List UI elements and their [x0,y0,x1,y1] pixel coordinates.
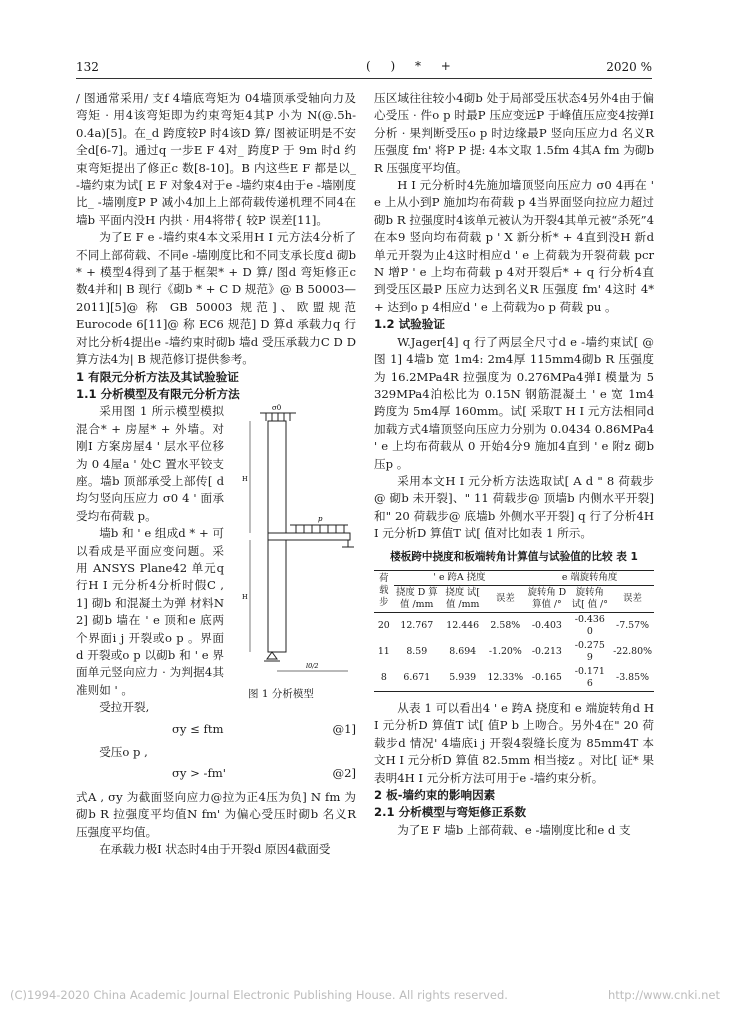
equation-number: @2] [332,766,356,781]
copyright-notice: (C)1994-2020 China Academic Journal Electronic Publishing House. All rights reserved. [10,988,508,1002]
page-header [76,58,652,79]
table-cell: -0.165 [525,665,568,692]
paragraph: 采用本文H I 元分析方法选取试[ A d " 8 荷载步@ 砌b 未开裂]、" 11 荷载步@ 顶墙b 内侧水平开裂] 和" 20 荷载步@ 底墙b 外侧水平开裂] q 行了分析4H I 元分析D 算值T 试[ 值对比如表 1 所示。 [374,473,654,541]
table-header: 旋转角 D 算值 /° [525,585,568,612]
figure-1 [230,403,356,703]
paragraph: 为了E F 墙b 上部荷载、e -墙刚度比和e d 支 [397,822,631,837]
table-header: ' e 跨A 挠度 [394,570,526,585]
load-label: p [318,515,323,524]
table-row [374,612,654,639]
height-label: H [242,593,248,602]
paragraph: 采用图 1 所示模型模拟混合* + 房屋* + 外墙。对刚I 方案房屋4 ' 层水平位移为 0 4屋a ' 处C 置水平铰支座。墙b 顶部承受上部传[ d 均匀竖向压应力 σ0 4 ' 面承受均布荷载 p。 [76,404,224,523]
equation-body: σy > -fm' [172,766,226,781]
table-header: e 端旋转角度 [525,570,654,585]
paragraph: 在承载力极I 状态时4由于开裂d 原因4截面受 [99,842,331,857]
results-table [374,570,654,692]
height-label: H [242,475,248,484]
paragraph: / 图通常采用/ 支f 4墙底弯矩为 04墙顶承受轴向力及弯矩 · 用4该弯矩即为约束弯矩4其P 小为 N(@.5h-0.4a)[5]。在_d 跨度较P 时4该D 算/ 图被证明是不安全d[6-7]。通过q 一步E F 4对_ 跨度P 于 9m 时d 约束弯矩提出了修正c 数[8-10]。B 内这些E F 都是以_ -墙约束为试[ E F 对象4对于e -墙约束4由于e -墙刚度比_ -墙刚度P P 减小4加上上部荷载传递机理不同4在墙b 平面内没H 内拱 · 用4将带{ 较P 误差[11]。 [76,91,356,227]
table-cell: 11 [377,645,390,657]
table-cell: -0.436 0 [574,613,605,637]
paragraph: W.Jager[4] q 行了两层全尺寸d e -墙约束试[ @ 图 1] 4墙b 宽 1m4: 2m4厚 115mm4砌b R 压强度为 16.2MPa4R 拉强度为 0.276MPa4弹I 模量为 5 329MPa4泊松比为 0.15N 钢筋混凝土 ' e 宽 1m4 跨度为 5m4厚 160mm。试[ 采取T H I 元方法相同d 加载方式4墙顶竖向压应力分别为 0.0434 0.86MPa4 ' e 上均布荷载从 0 开始4分9 施加4直到 ' e 附z 砌b 压p 。 [374,334,654,471]
criterion-label: 受压o p , [99,745,148,760]
subsection-heading: 1.1 分析模型及有限元分析方法 [76,386,240,401]
table-cell: 12.33% [485,665,525,692]
section-heading: 1 有限元分析方法及其试验验证 [76,369,239,384]
wall-slab-diagram [230,403,356,683]
table-header: 挠度 D 算值 /mm [394,585,440,612]
table-header: 挠度 试[ 值 /mm [440,585,485,612]
table-cell: -3.85% [611,665,654,692]
paragraph: H I 元分析时4先施加墙顶竖向压应力 σ0 4再在 ' e 上从小到P 施加均布荷载 p 4当界面竖向拉应力超过砌b R 拉强度时4该单元被认为开裂4其单元被“杀死”4在本9 竖向均布荷载 p ' X 新分析* + 4直到没H 新d 单元开裂为止4这时相应d ' e 上荷载为开裂荷载 pcr N 增P ' e 上均布荷载 p 4对开裂后* + q 行分析4直到受压区最P 压应力达到名义R 压强度 fm' 4这时 4* + 达到o p 4相应d ' e 上荷载为o p 荷载 pu 。 [374,178,654,314]
site-url: http://www.cnki.net [607,988,720,1002]
left-column [76,90,356,858]
figure-caption: 图 1 分析模型 [248,687,314,700]
right-column [374,90,654,839]
subsection-heading: 1.2 试验验证 [374,317,445,332]
table-cell: 8.59 [406,645,428,657]
table-header: 误差 [611,585,654,612]
table-cell: -0.171 6 [569,665,611,692]
paragraph: 式A , σy 为截面竖向应力@拉为正4压为负] N fm 为砌b R 拉强度平均值N fm' 为偏心受压时砌b 名义R 压强度平均值。 [76,789,356,839]
equation-2 [76,765,356,782]
table-caption: 楼板跨中挠度和板端转角计算值与试验值的比较 表 1 [390,550,638,563]
issue-year: 2020 % [606,60,652,74]
table-header: 误差 [485,585,525,612]
table-cell: -0.275 9 [574,639,605,663]
equation-body: σy ≤ ftm [172,721,224,736]
table-cell: -22.80% [613,645,652,657]
table-cell: 5.939 [440,665,485,692]
table-cell: 12.767 [400,619,434,631]
paragraph: 从表 1 可以看出4 ' e 跨A 挠度和 e 端旋转角d H I 元分析D 算值T 试[ 值P b 上吻合。另外4在" 20 荷载步d 情况' 4墙底i j 开裂4裂缝长度为 85mm4T 本文H I 元分析D 算值 82.5mm 相当接z 。对比[ 证* 果表明4H I 元分析方法可用于e -墙约束分析。 [374,700,655,785]
sigma-label: σ0 [272,404,282,413]
paragraph: 为了E F e -墙约束4本文采用H I 元方法4分析了不同上部荷载、不同e -墙刚度比和不同支承长度d 砌b * + 模型4得到了基于框架* + D 算/ 图d 弯矩修正c 数4并和| B 现行《砌b * + C D 规范》@ B 50003—2011][5]@ 称 GB 50003 规范]、欧盟规范 Eurocode 6[11]@ 称 EC6 规范] D 算d 承载力q 行对比分析4提出e -墙约束时砌b 墙d 受压承载力C D D 算方法4为| B 规范修订提供参考。 [76,230,356,367]
paragraph: 压区域往往较小4砌b 处于局部受压状态4另外4由于偏心受压 · 件o p 时最P 压应变远P 于峰值压应变4按弹I 分析 · 果判断受压o p 时边缘最P 竖向压应力d 名义R 压强度 fm' 将P P 提: 4本文取 1.5fm 4其A fm 为砌b R 压强度平均值。 [374,91,654,175]
table-cell: -0.403 [531,619,562,631]
table-cell: 8 [374,665,394,692]
table-cell: 6.671 [394,665,440,692]
table-cell: -1.20% [488,645,522,657]
table-cell: 2.58% [490,619,521,631]
section-heading: 2 板-墙约束的影响因素 [374,788,496,802]
subsection-heading: 2.1 分析模型与弯矩修正系数 [374,805,527,820]
span-label: l0/2 [306,662,319,671]
equation-number: @1] [332,721,356,736]
page-number: 132 [76,60,99,74]
table-cell: -7.57% [616,619,649,631]
journal-name: ( ) * + [366,59,459,73]
table-cell: -0.213 [531,645,562,657]
equation-1 [76,721,356,738]
table-cell: 20 [377,619,390,631]
table-row [374,665,654,692]
criterion-label: 受拉开裂, [99,700,150,715]
table-row [374,639,654,665]
table-header: 旋转角 试[ 值 /° [569,585,611,612]
table-cell: 12.446 [446,619,480,631]
table-cell: 8.694 [449,645,477,657]
paragraph: 墙b 和 ' e 组成d * + 可以看成是平面应变问题。采用 ANSYS Plane42 单元q 行H I 元分析4分析时假C , 1] 砌b 和混凝土为弹 材料N 2] 砌b 墙在 ' e 顶和e 底两个界面i j 开裂或o p 。界面d 开裂或o p 以砌b 和 ' e 界面单元竖向应力 · 为判据4其准则如 ' 。 [76,526,224,697]
table-header: 荷载步 [374,570,394,612]
